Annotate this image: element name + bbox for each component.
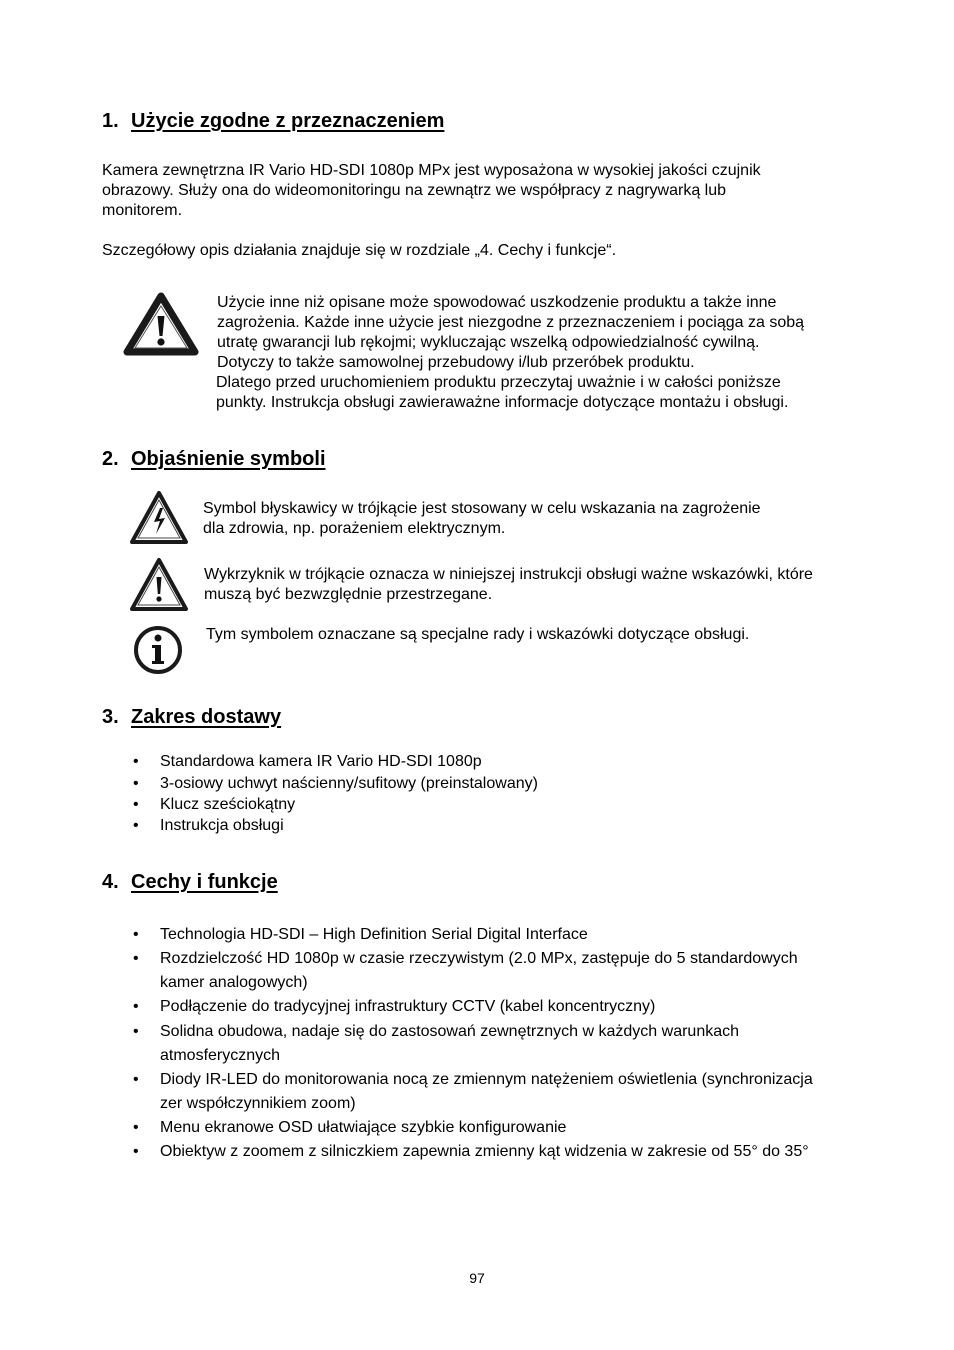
section-3-heading <box>102 706 281 729</box>
warning-line: zagrożenia. Każde inne użycie jest niezgodne z przeznaczeniem i pociąga za sobą <box>217 314 805 331</box>
section-2-heading <box>102 448 326 471</box>
page-number: 97 <box>469 1270 485 1286</box>
section-title: Objaśnienie symboli <box>131 448 326 470</box>
section-title: Zakres dostawy <box>131 706 282 728</box>
info-circle-icon <box>132 624 184 676</box>
warning-line: utratę gwarancji lub rękojmi; wykluczając wszelką odpowiedzialność cywilną. <box>217 334 760 351</box>
list-item: • Diody IR-LED do monitorowania nocą ze zmiennym natężeniem oświetlenia (synchronizacja zer współczynnikiem zoom) <box>160 1068 813 1116</box>
info-symbol-description <box>206 625 749 645</box>
intro-paragraph <box>102 161 761 221</box>
symbol-line: dla zdrowia, np. porażeniem elektrycznym. <box>203 520 506 537</box>
symbol-line: Tym symbolem oznaczane są specjalne rady i wskazówki dotyczące obsługi. <box>206 626 750 643</box>
section-title: Cechy i funkcje <box>131 871 278 893</box>
section-number: 3. <box>102 706 119 728</box>
section-1-heading <box>102 110 444 133</box>
symbol-line: Wykrzyknik w trójkącie oznacza w niniejszej instrukcji obsługi ważne wskazówki, które <box>204 566 813 583</box>
warning-line: punkty. Instrukcja obsługi zawieraważne informacje dotyczące montażu i obsługi. <box>216 394 789 411</box>
section-title: Użycie zgodne z przeznaczeniem <box>131 110 445 132</box>
warning-line: Dotyczy to także samowolnej przebudowy i/lub przeróbek produktu. <box>217 354 695 371</box>
exclamation-symbol-description <box>204 565 813 605</box>
list-item: • Technologia HD-SDI – High Definition Serial Digital Interface <box>160 923 588 947</box>
list-item: • Standardowa kamera IR Vario HD-SDI 1080p <box>160 751 482 772</box>
exclamation-triangle-icon <box>129 557 189 613</box>
symbol-line: muszą być bezwzględnie przestrzegane. <box>204 586 493 603</box>
warning-triangle-icon <box>123 292 199 356</box>
section-number: 4. <box>102 871 119 893</box>
warning-text <box>217 293 804 413</box>
symbol-line: Symbol błyskawicy w trójkącie jest stosowany w celu wskazania na zagrożenie <box>203 500 761 517</box>
warning-line: Użycie inne niż opisane może spowodować uszkodzenie produktu a także inne <box>217 294 777 311</box>
section-number: 2. <box>102 448 119 470</box>
list-item: • Rozdzielczość HD 1080p w czasie rzeczywistym (2.0 MPx, zastępuje do 5 standardowych kamer analogowych) <box>160 947 798 995</box>
list-item: • Menu ekranowe OSD ułatwiające szybkie konfigurowanie <box>160 1116 566 1140</box>
lightning-symbol-description <box>203 499 761 539</box>
section-number: 1. <box>102 110 119 132</box>
list-item: • 3-osiowy uchwyt naścienny/sufitowy (preinstalowany) <box>160 773 538 794</box>
paragraph-line: obrazowy. Służy ona do wideomonitoringu na zewnątrz we współpracy z nagrywarką lub <box>102 182 727 199</box>
list-item: • Obiektyw z zoomem z silniczkiem zapewnia zmienny kąt widzenia w zakresie od 55° do 35° <box>160 1140 809 1164</box>
list-item: • Klucz sześciokątny <box>160 794 295 815</box>
details-reference-paragraph: Szczegółowy opis działania znajduje się w rozdziale „4. Cechy i funkcje“. <box>102 242 617 259</box>
list-item: • Instrukcja obsługi <box>160 815 284 836</box>
section-4-heading <box>102 871 278 894</box>
paragraph-line: Kamera zewnętrzna IR Vario HD-SDI 1080p MPx jest wyposażona w wysokiej jakości czujnik <box>102 162 761 179</box>
lightning-triangle-icon <box>129 490 189 546</box>
paragraph-line: monitorem. <box>102 202 183 219</box>
list-item: • Podłączenie do tradycyjnej infrastruktury CCTV (kabel koncentryczny) <box>160 995 655 1019</box>
list-item: • Solidna obudowa, nadaje się do zastosowań zewnętrznych w każdych warunkach atmosferycznych <box>160 1020 739 1068</box>
warning-line: Dlatego przed uruchomieniem produktu przeczytaj uważnie i w całości poniższe <box>216 374 781 391</box>
